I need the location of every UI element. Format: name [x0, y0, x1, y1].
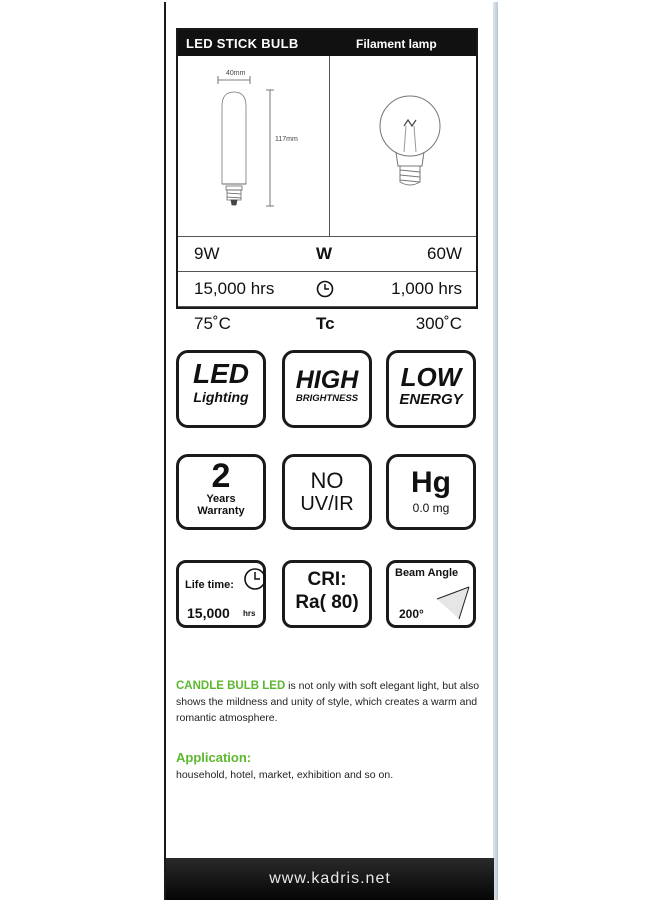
uv-ir-text: UV/IR [300, 493, 354, 515]
height-label: 117mm [275, 136, 298, 143]
badge-mercury [386, 454, 476, 530]
led-stick-bulb-diagram [178, 56, 328, 236]
width-label: 40mm [226, 70, 246, 77]
product-description [176, 678, 494, 726]
led-temperature: 75˚C [194, 314, 231, 333]
filament-lamp-diagram [330, 56, 476, 236]
badge-beam-angle [386, 560, 476, 628]
header-led-stick-bulb: LED STICK BULB [186, 36, 299, 51]
no-text: NO [310, 468, 344, 493]
warranty-years-number: 2 [211, 457, 231, 495]
energy-text: ENERGY [399, 391, 463, 408]
lighting-text: Lighting [193, 389, 249, 405]
badge-led-lighting [176, 350, 266, 428]
hg-text: Hg [411, 466, 451, 499]
header-filament-lamp: Filament lamp [356, 37, 437, 51]
table-header [178, 30, 476, 56]
low-text: LOW [400, 362, 462, 392]
beam-angle-value: 200° [399, 607, 424, 621]
panel-edge [493, 2, 498, 900]
clock-icon [316, 280, 334, 298]
badge-life-time [176, 560, 266, 628]
description-text: is not only with soft elegant light, but also shows the mildness and unity of style, which creates a warm and romantic atmosphere. [176, 680, 480, 724]
badge-no-uv-ir [282, 454, 372, 530]
cri-value: Ra( 80) [295, 592, 359, 613]
website-url: www.kadris.net [269, 870, 391, 887]
row-wattage [178, 237, 476, 272]
clock-icon [243, 567, 267, 591]
warranty-years-text: Years [206, 493, 236, 505]
application-text: household, hotel, market, exhibition and so on. [176, 769, 394, 781]
website-footer [166, 858, 494, 900]
comparison-table [176, 28, 478, 333]
badge-warranty [176, 454, 266, 530]
row-temperature [178, 307, 476, 341]
wattage-symbol: W [316, 244, 333, 263]
application-title: Application: [176, 750, 252, 765]
beam-angle-icon [435, 585, 471, 621]
life-time-unit: hrs [243, 609, 256, 618]
brightness-text: BRIGHTNESS [295, 393, 359, 404]
led-lifetime: 15,000 hrs [194, 279, 275, 298]
row-lifetime [178, 272, 476, 307]
led-text: LED [193, 358, 249, 389]
badge-high-brightness [282, 350, 372, 428]
filament-lifetime: 1,000 hrs [391, 279, 462, 298]
description-highlight: CANDLE BULB LED [176, 680, 286, 692]
cri-label: CRI: [307, 569, 347, 590]
bulb-images-row [178, 56, 476, 237]
tc-symbol: Tc [316, 314, 335, 333]
badge-cri [282, 560, 372, 628]
led-wattage: 9W [194, 244, 220, 263]
high-text: HIGH [295, 366, 359, 394]
life-time-label: Life time: [185, 579, 234, 591]
badge-low-energy [386, 350, 476, 428]
warranty-text: Warranty [197, 505, 245, 517]
filament-wattage: 60W [427, 244, 462, 263]
beam-angle-label: Beam Angle [395, 567, 459, 579]
life-time-value: 15,000 [187, 605, 230, 621]
mercury-amount: 0.0 mg [412, 501, 450, 515]
filament-temperature: 300˚C [415, 314, 462, 333]
image-divider [329, 56, 330, 236]
